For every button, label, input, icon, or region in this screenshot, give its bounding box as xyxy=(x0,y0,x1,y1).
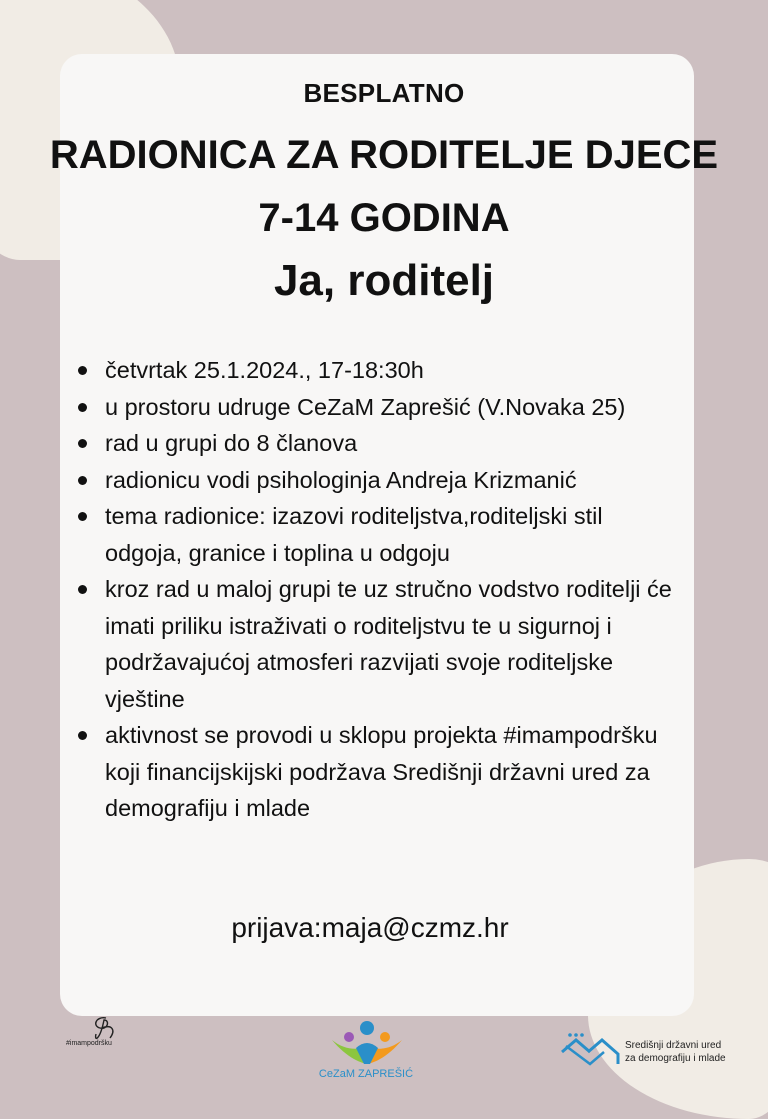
detail-group-size: rad u grupi do 8 članova xyxy=(78,425,678,462)
workshop-title: RADIONICA ZA RODITELJE DJECE xyxy=(49,133,719,177)
age-range: 7-14 GODINA xyxy=(258,196,510,240)
signup-email[interactable]: prijava:maja@czmz.hr xyxy=(231,912,509,943)
detail-facilitator: radionicu vodi psihologinja Andreja Krizmanić xyxy=(78,462,678,499)
workshop-name: Ja, roditelj xyxy=(273,256,495,305)
people-icon xyxy=(322,1018,412,1068)
free-label: BESPLATNO xyxy=(303,78,465,108)
house-icon xyxy=(560,1032,622,1066)
detail-topic: tema radionice: izazovi roditeljstva,roditeljski stil odgoja, granice i toplina u odgoju xyxy=(78,498,678,571)
details-list xyxy=(78,352,678,827)
detail-date: četvrtak 25.1.2024., 17-18:30h xyxy=(78,352,678,389)
cezam-logo: CeZaM ZAPREŠIĆ xyxy=(322,1018,412,1088)
detail-funding: aktivnost se provodi u sklopu projekta #imampodršku koji financijskijski podržava Središnji državni ured za demografiju i mlade xyxy=(78,717,678,827)
detail-description: kroz rad u maloj grupi te uz stručno vodstvo roditelji će imati priliku istraživati o roditeljstvu te u sigurnoj i podržavajućoj atmosferi razvijati svoje roditeljske vještine xyxy=(78,571,678,717)
government-office-logo: Središnji državni ured za demografiju i mlade xyxy=(560,1032,750,1072)
detail-location: u prostoru udruge CeZaM Zaprešić (V.Novaka 25) xyxy=(78,389,678,426)
imampodrsku-logo: #imampodršku xyxy=(66,1014,146,1064)
